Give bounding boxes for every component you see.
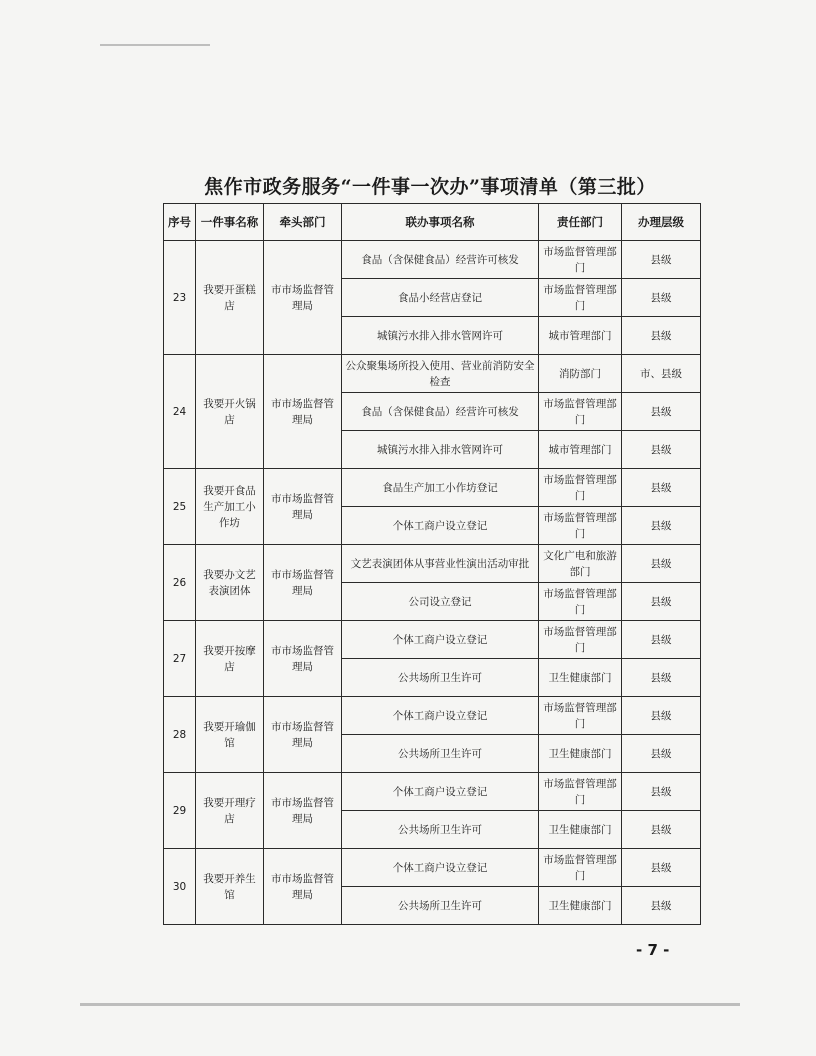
cell-level: 县级: [622, 887, 701, 925]
cell-item: 个体工商户设立登记: [342, 507, 539, 545]
cell-resp-dept: 城市管理部门: [539, 431, 622, 469]
items-table: [163, 203, 701, 925]
cell-level: 县级: [622, 469, 701, 507]
table-row: [164, 697, 701, 735]
cell-level: 县级: [622, 735, 701, 773]
document-title: 焦作市政务服务“一件事一次办”事项清单（第三批）: [204, 176, 656, 198]
header-lead-dept: 牵头部门: [264, 204, 342, 241]
table-row: [164, 621, 701, 659]
cell-resp-dept: 市场监督管理部门: [539, 773, 622, 811]
cell-item: 个体工商户设立登记: [342, 849, 539, 887]
cell-name: 我要开食品生产加工小作坊: [196, 469, 264, 545]
cell-level: 县级: [622, 849, 701, 887]
cell-level: 县级: [622, 621, 701, 659]
cell-resp-dept: 卫生健康部门: [539, 659, 622, 697]
cell-item: 城镇污水排入排水管网许可: [342, 431, 539, 469]
cell-level: 市、县级: [622, 355, 701, 393]
cell-seq: 26: [164, 545, 196, 621]
cell-resp-dept: 市场监督管理部门: [539, 279, 622, 317]
cell-lead-dept: 市市场监督管理局: [264, 545, 342, 621]
cell-lead-dept: 市市场监督管理局: [264, 355, 342, 469]
cell-item: 个体工商户设立登记: [342, 773, 539, 811]
page-number: - 7 -: [636, 941, 670, 959]
scan-edge-bottom: [80, 1003, 740, 1006]
cell-lead-dept: 市市场监督管理局: [264, 621, 342, 697]
cell-level: 县级: [622, 659, 701, 697]
cell-name: 我要开蛋糕店: [196, 241, 264, 355]
cell-level: 县级: [622, 507, 701, 545]
cell-name: 我要办文艺表演团体: [196, 545, 264, 621]
cell-level: 县级: [622, 431, 701, 469]
cell-seq: 30: [164, 849, 196, 925]
cell-item: 文艺表演团体从事营业性演出活动审批: [342, 545, 539, 583]
cell-seq: 29: [164, 773, 196, 849]
cell-item: 个体工商户设立登记: [342, 697, 539, 735]
cell-resp-dept: 市场监督管理部门: [539, 849, 622, 887]
header-name: 一件事名称: [196, 204, 264, 241]
cell-resp-dept: 城市管理部门: [539, 317, 622, 355]
cell-name: 我要开按摩店: [196, 621, 264, 697]
cell-name: 我要开火锅店: [196, 355, 264, 469]
cell-level: 县级: [622, 697, 701, 735]
cell-item: 公众聚集场所投入使用、营业前消防安全检查: [342, 355, 539, 393]
cell-resp-dept: 文化广电和旅游部门: [539, 545, 622, 583]
table-header-row: [164, 204, 701, 241]
cell-resp-dept: 卫生健康部门: [539, 887, 622, 925]
cell-resp-dept: 市场监督管理部门: [539, 393, 622, 431]
cell-item: 公司设立登记: [342, 583, 539, 621]
cell-name: 我要开理疗店: [196, 773, 264, 849]
header-seq: 序号: [164, 204, 196, 241]
cell-level: 县级: [622, 393, 701, 431]
cell-item: 个体工商户设立登记: [342, 621, 539, 659]
cell-lead-dept: 市市场监督管理局: [264, 469, 342, 545]
cell-resp-dept: 市场监督管理部门: [539, 583, 622, 621]
cell-resp-dept: 市场监督管理部门: [539, 507, 622, 545]
cell-resp-dept: 卫生健康部门: [539, 735, 622, 773]
cell-lead-dept: 市市场监督管理局: [264, 849, 342, 925]
cell-name: 我要开养生馆: [196, 849, 264, 925]
cell-lead-dept: 市市场监督管理局: [264, 241, 342, 355]
cell-level: 县级: [622, 317, 701, 355]
cell-resp-dept: 卫生健康部门: [539, 811, 622, 849]
cell-seq: 27: [164, 621, 196, 697]
table-row: [164, 545, 701, 583]
cell-seq: 25: [164, 469, 196, 545]
header-resp-dept: 责任部门: [539, 204, 622, 241]
cell-item: 公共场所卫生许可: [342, 659, 539, 697]
cell-name: 我要开瑜伽馆: [196, 697, 264, 773]
table-row: [164, 355, 701, 393]
cell-item: 食品生产加工小作坊登记: [342, 469, 539, 507]
cell-level: 县级: [622, 583, 701, 621]
scan-edge-top: [100, 44, 210, 46]
cell-item: 食品（含保健食品）经营许可核发: [342, 393, 539, 431]
cell-level: 县级: [622, 241, 701, 279]
header-level: 办理层级: [622, 204, 701, 241]
cell-item: 城镇污水排入排水管网许可: [342, 317, 539, 355]
cell-lead-dept: 市市场监督管理局: [264, 773, 342, 849]
cell-item: 食品（含保健食品）经营许可核发: [342, 241, 539, 279]
cell-level: 县级: [622, 773, 701, 811]
cell-item: 公共场所卫生许可: [342, 887, 539, 925]
table-body: [164, 241, 701, 925]
table-row: [164, 469, 701, 507]
cell-resp-dept: 市场监督管理部门: [539, 469, 622, 507]
cell-seq: 24: [164, 355, 196, 469]
cell-resp-dept: 市场监督管理部门: [539, 621, 622, 659]
cell-level: 县级: [622, 545, 701, 583]
cell-item: 食品小经营店登记: [342, 279, 539, 317]
cell-resp-dept: 市场监督管理部门: [539, 241, 622, 279]
cell-resp-dept: 市场监督管理部门: [539, 697, 622, 735]
table-row: [164, 773, 701, 811]
cell-level: 县级: [622, 279, 701, 317]
cell-seq: 28: [164, 697, 196, 773]
cell-seq: 23: [164, 241, 196, 355]
table-row: [164, 241, 701, 279]
header-item: 联办事项名称: [342, 204, 539, 241]
cell-item: 公共场所卫生许可: [342, 735, 539, 773]
table-row: [164, 849, 701, 887]
cell-item: 公共场所卫生许可: [342, 811, 539, 849]
cell-level: 县级: [622, 811, 701, 849]
cell-lead-dept: 市市场监督管理局: [264, 697, 342, 773]
cell-resp-dept: 消防部门: [539, 355, 622, 393]
